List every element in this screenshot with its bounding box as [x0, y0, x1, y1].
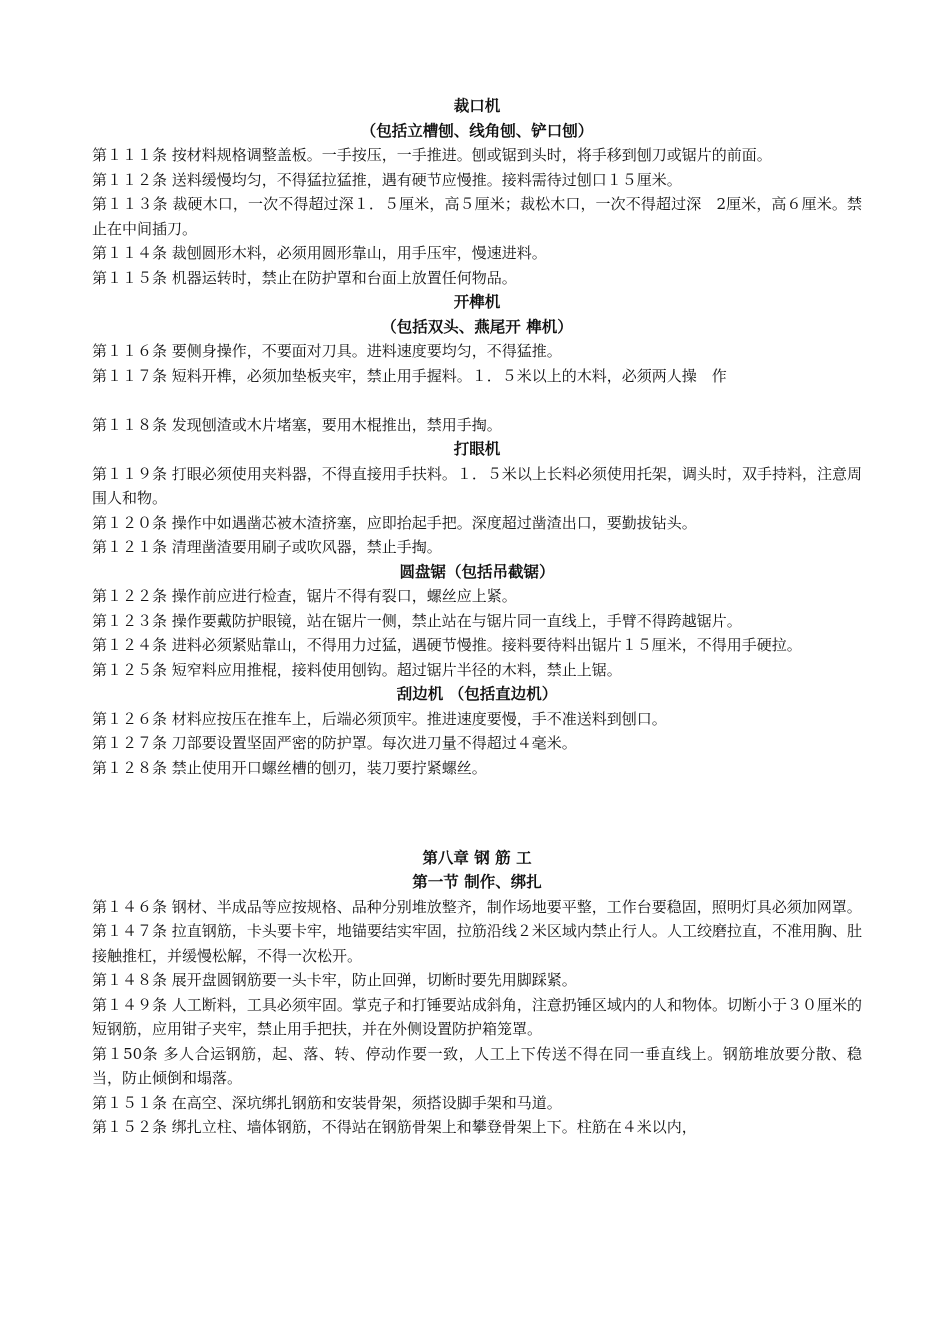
article-152: 第１５２条 绑扎立柱、墙体钢筋，不得站在钢筋骨架上和攀登骨架上下。柱筋在４米以内， [92, 1118, 697, 1136]
article-111: 第１１１条 按材料规格调整盖板。一手按压，一手推进。刨或锯到头时，将手移到刨刀或锯片的前面。 [92, 146, 772, 164]
article-148: 第１４８条 展开盘圆钢筋要一头卡牢，防止回弹，切断时要先用脚踩紧。 [92, 971, 577, 989]
article-122: 第１２２条 操作前应进行检查，锯片不得有裂口，螺丝应上紧。 [92, 587, 517, 605]
document-page [92, 94, 862, 1140]
chapter-gap [92, 805, 862, 846]
section-subtitle-slotting-machine: （包括立槽刨、线角刨、铲口刨） [360, 121, 594, 140]
chapter-section-title: 第一节 制作、绑扎 [412, 873, 542, 891]
article-126: 第１２６条 材料应按压在推车上，后端必须顶牢。推进速度要慢，手不准送料到刨口。 [92, 709, 667, 728]
article-124: 第１２４条 进料必须紧贴靠山，不得用力过猛，遇硬节慢推。接料要待料出锯片１５厘米，不得用手硬拉。 [92, 636, 802, 654]
blank-line [92, 780, 862, 805]
article-117: 第１１７条 短料开榫，必须加垫板夹牢，禁止用手握料。１．５米以上的木料，必须两人操 作 [92, 366, 727, 385]
article-113: 第１１３条 裁硬木口，一次不得超过深１．５厘米，高５厘米；裁松木口，一次不得超过深 2厘米，高６厘米。禁止在中间插刀。 [92, 195, 862, 238]
article-128: 第１２８条 禁止使用开口螺丝槽的刨刃，装刀要拧紧螺丝。 [92, 758, 487, 777]
section-title-circular-saw: 圆盘锯（包括吊截锯） [399, 562, 555, 581]
article-151: 第１５１条 在高空、深坑绑扎钢筋和安装骨架，须搭设脚手架和马道。 [92, 1093, 562, 1112]
article-116: 第１１６条 要侧身操作，不要面对刀具。进料速度要均匀，不得猛推。 [92, 342, 562, 360]
article-120: 第１２０条 操作中如遇凿芯被木渣挤塞，应即抬起手把。深度超过凿渣出口，要勤拔钻头。 [92, 513, 697, 532]
section-subtitle-tenon-machine: （包括双头、燕尾开 榫机） [381, 317, 573, 336]
article-150: 第１50条 多人合运钢筋，起、落、转、停动作要一致，人工上下传送不得在同一垂直线上。钢筋堆放要分散、稳当，防止倾倒和塌落。 [92, 1044, 862, 1087]
article-115: 第１１５条 机器运转时，禁止在防护罩和台面上放置任何物品。 [92, 268, 517, 287]
article-123: 第１２３条 操作要戴防护眼镜，站在锯片一侧，禁止站在与锯片同一直线上，手臂不得跨越锯片。 [92, 611, 742, 630]
section-title-edge-planer: 刮边机 （包括直边机） [396, 685, 558, 703]
article-119: 第１１９条 打眼必须使用夹料器，不得直接用手扶料。１．５米以上长料必须使用托架，调头时，双手持料，注意周围人和物。 [92, 464, 862, 507]
article-147: 第１４７条 拉直钢筋，卡头要卡牢，地锚要结实牢固，拉筋沿线２米区域内禁止行人。人工绞磨拉直，不准用胸、肚接触推杠，并缓慢松解，不得一次松开。 [92, 922, 862, 965]
article-125: 第１２５条 短窄料应用推棍，接料使用刨钩。超过锯片半径的木料，禁止上锯。 [92, 660, 622, 679]
section-title-mortising-machine: 打眼机 [453, 440, 501, 458]
article-121: 第１２１条 清理凿渣要用刷子或吹风器，禁止手掏。 [92, 538, 442, 556]
article-127: 第１２７条 刀部要设置坚固严密的防护罩。每次进刀量不得超过４毫米。 [92, 734, 577, 752]
blank-line [92, 388, 862, 413]
article-146: 第１４６条 钢材、半成品等应按规格、品种分别堆放整齐，制作场地要平整，工作台要稳固，照明灯具必须加网罩。 [92, 897, 862, 916]
article-149: 第１４９条 人工断料，工具必须牢固。掌克子和打锤要站成斜角，注意扔锤区域内的人和物体。切断小于３０厘米的短钢筋，应用钳子夹牢，禁止用手把扶，并在外侧设置防护箱笼罩。 [92, 995, 862, 1038]
section-title-slotting-machine: 裁口机 [453, 97, 501, 115]
article-114: 第１１４条 裁刨圆形木料，必须用圆形靠山，用手压牢，慢速进料。 [92, 244, 547, 262]
section-title-tenon-machine: 开榫机 [453, 293, 501, 311]
article-112: 第１１２条 送料缓慢均匀，不得猛拉猛推，遇有硬节应慢推。接料需待过刨口１５厘米。 [92, 170, 682, 189]
article-118: 第１１８条 发现刨渣或木片堵塞，要用木棍推出，禁用手掏。 [92, 415, 502, 434]
chapter-title: 第八章 钢 筋 工 [422, 848, 532, 867]
